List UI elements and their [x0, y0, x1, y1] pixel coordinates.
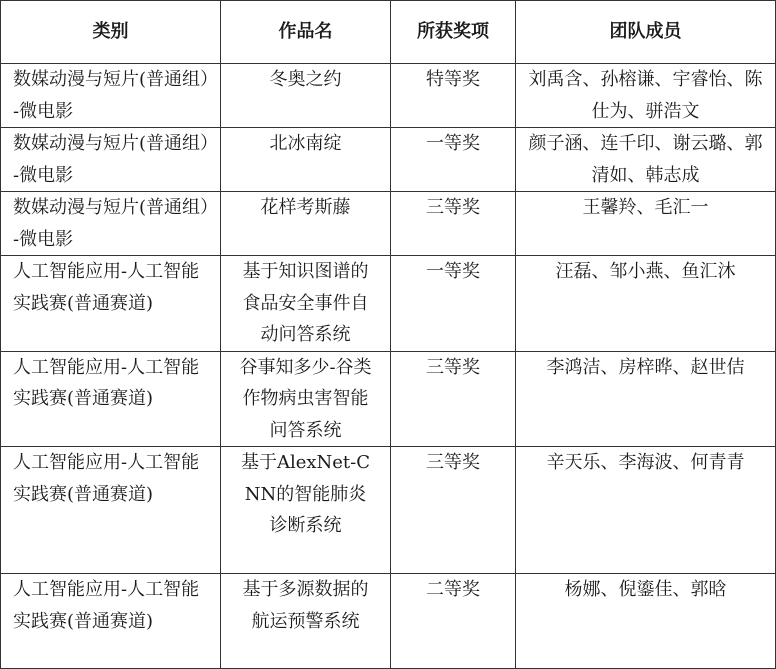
table-row	[1, 351, 776, 447]
header-category: 类别	[1, 1, 221, 64]
category-cell: 人工智能应用-人工智能实践赛(普通赛道)	[1, 447, 221, 574]
table-row	[1, 256, 776, 352]
table-row	[1, 447, 776, 574]
award-cell: 特等奖	[391, 64, 516, 128]
header-award: 所获奖项	[391, 1, 516, 64]
header-members: 团队成员	[516, 1, 776, 64]
work-cell: 北冰南绽	[221, 128, 391, 192]
category-cell: 人工智能应用-人工智能实践赛(普通赛道)	[1, 351, 221, 447]
category-cell: 人工智能应用-人工智能实践赛(普通赛道)	[1, 256, 221, 352]
table-row	[1, 574, 776, 669]
work-cell: 冬奥之约	[221, 64, 391, 128]
members-cell: 杨娜、倪鎏佳、郭晗	[516, 574, 776, 669]
award-cell: 一等奖	[391, 128, 516, 192]
award-cell: 三等奖	[391, 192, 516, 256]
work-cell: 花样考斯藤	[221, 192, 391, 256]
table-row	[1, 64, 776, 128]
work-cell: 基于知识图谱的食品安全事件自动问答系统	[221, 256, 391, 352]
work-cell: 基于AlexNet-CNN的智能肺炎诊断系统	[221, 447, 391, 574]
award-cell: 三等奖	[391, 351, 516, 447]
work-cell: 谷事知多少-谷类作物病虫害智能问答系统	[221, 351, 391, 447]
award-cell: 一等奖	[391, 256, 516, 352]
members-cell: 李鸿洁、房梓晔、赵世佶	[516, 351, 776, 447]
award-cell: 三等奖	[391, 447, 516, 574]
category-cell: 数媒动漫与短片(普通组）-微电影	[1, 192, 221, 256]
members-cell: 刘禹含、孙榕谦、宇睿怡、陈仕为、骈浩文	[516, 64, 776, 128]
header-row	[1, 1, 776, 64]
work-cell: 基于多源数据的航运预警系统	[221, 574, 391, 669]
members-cell: 颜子涵、连千印、谢云璐、郭清如、韩志成	[516, 128, 776, 192]
award-cell: 二等奖	[391, 574, 516, 669]
table-row	[1, 192, 776, 256]
category-cell: 数媒动漫与短片(普通组）-微电影	[1, 64, 221, 128]
category-cell: 人工智能应用-人工智能实践赛(普通赛道)	[1, 574, 221, 669]
members-cell: 王馨羚、毛汇一	[516, 192, 776, 256]
table-row	[1, 128, 776, 192]
members-cell: 辛天乐、李海波、何青青	[516, 447, 776, 574]
header-work: 作品名	[221, 1, 391, 64]
members-cell: 汪磊、邹小燕、鱼汇沐	[516, 256, 776, 352]
category-cell: 数媒动漫与短片(普通组）-微电影	[1, 128, 221, 192]
